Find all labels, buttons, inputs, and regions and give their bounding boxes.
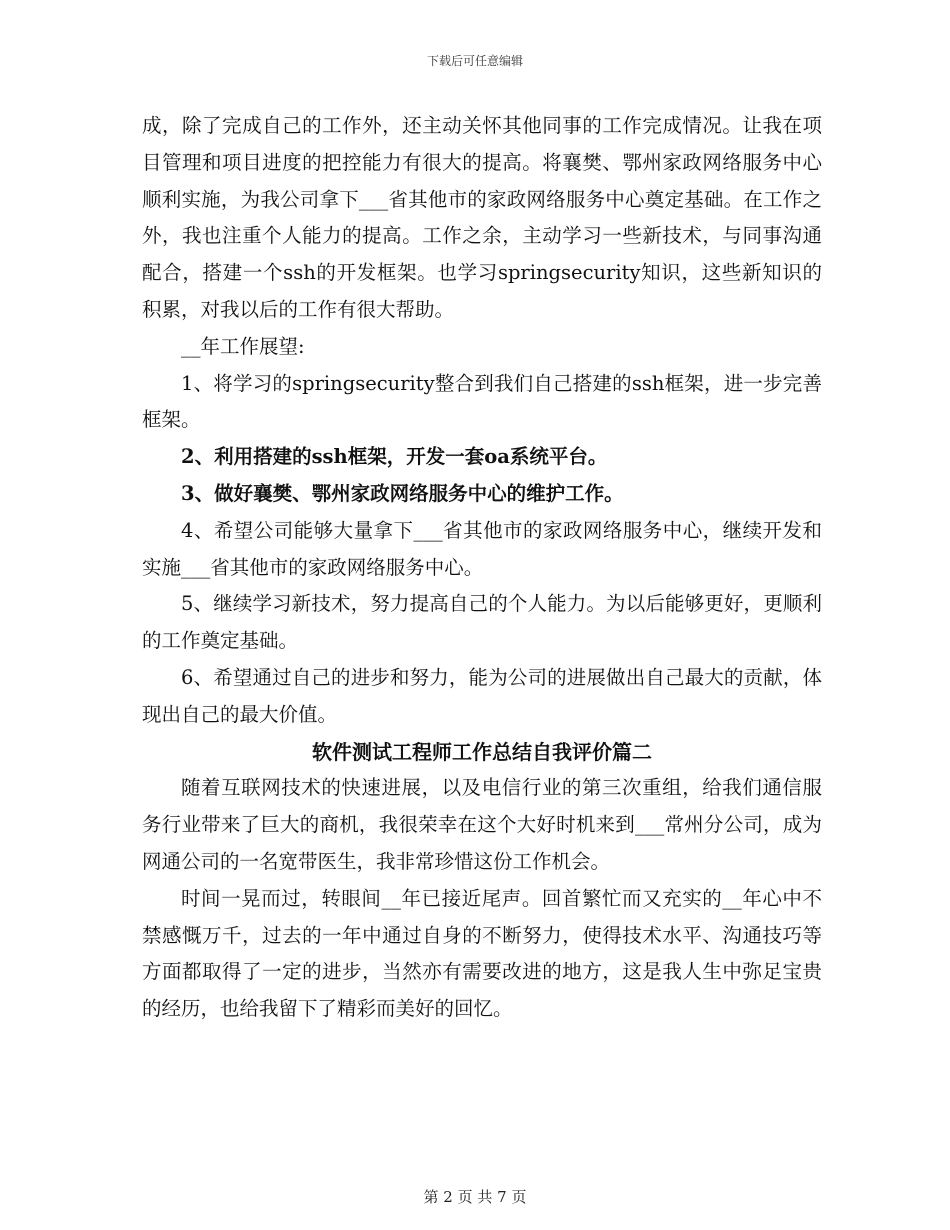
- paragraph-item-1: 1、将学习的springsecurity整合到我们自己搭建的ssh框架，进一步完善框架。: [142, 371, 822, 432]
- paragraph-item-6: 6、希望通过自己的进步和努力，能为公司的进展做出自己最大的贡献，体现出自己的最大价值。: [142, 665, 822, 726]
- section-paragraph-1: 随着互联网技术的快速进展，以及电信行业的第三次重组，给我们通信服务行业带来了巨大的商机，我很荣幸在这个大好时机来到___常州分公司，成为网通公司的一名宽带医生，我非常珍惜这份工作机会。: [142, 776, 822, 873]
- page-header: 下载后可任意编辑: [426, 54, 523, 68]
- paragraph-continuation: 成，除了完成自己的工作外，还主动关怀其他同事的工作完成情况。让我在项目管理和项目进度的把控能力有很大的提高。将襄樊、鄂州家政网络服务中心顺利实施，为我公司拿下___省其他市的家政网络服务中心奠定基础。在工作之外，我也注重个人能力的提高。工作之余，主动学习一些新技术，与同事沟通配合，搭建一个ssh的开发框架。也学习springsecurity知识，这些新知识的积累，对我以后的工作有很大帮助。: [142, 114, 822, 321]
- section-title: 软件测试工程师工作总结自我评价篇二: [312, 739, 652, 764]
- paragraph-item-3: 3、做好襄樊、鄂州家政网络服务中心的维护工作。: [181, 481, 624, 505]
- paragraph-item-2: 2、利用搭建的ssh框架，开发一套oa系统平台。: [181, 445, 608, 469]
- paragraph-item-5: 5、继续学习新技术，努力提高自己的个人能力。为以后能够更好，更顺利的工作奠定基础。: [142, 592, 822, 653]
- section-paragraph-2: 时间一晃而过，转眼间__年已接近尾声。回首繁忙而又充实的__年心中不禁感慨万千，过去的一年中通过自身的不断努力，使得技术水平、沟通技巧等方面都取得了一定的进步，当然亦有需要改进的地方，这是我人生中弥足宝贵的经历，也给我留下了精彩而美好的回忆。: [142, 886, 822, 1021]
- paragraph-outlook-heading: __年工作展望:: [181, 334, 305, 358]
- paragraph-item-4: 4、希望公司能够大量拿下___省其他市的家政网络服务中心，继续开发和实施___省其他市的家政网络服务中心。: [142, 518, 822, 579]
- page-footer: 第 2 页 共 7 页: [423, 1188, 527, 1206]
- document-body: [142, 108, 822, 1028]
